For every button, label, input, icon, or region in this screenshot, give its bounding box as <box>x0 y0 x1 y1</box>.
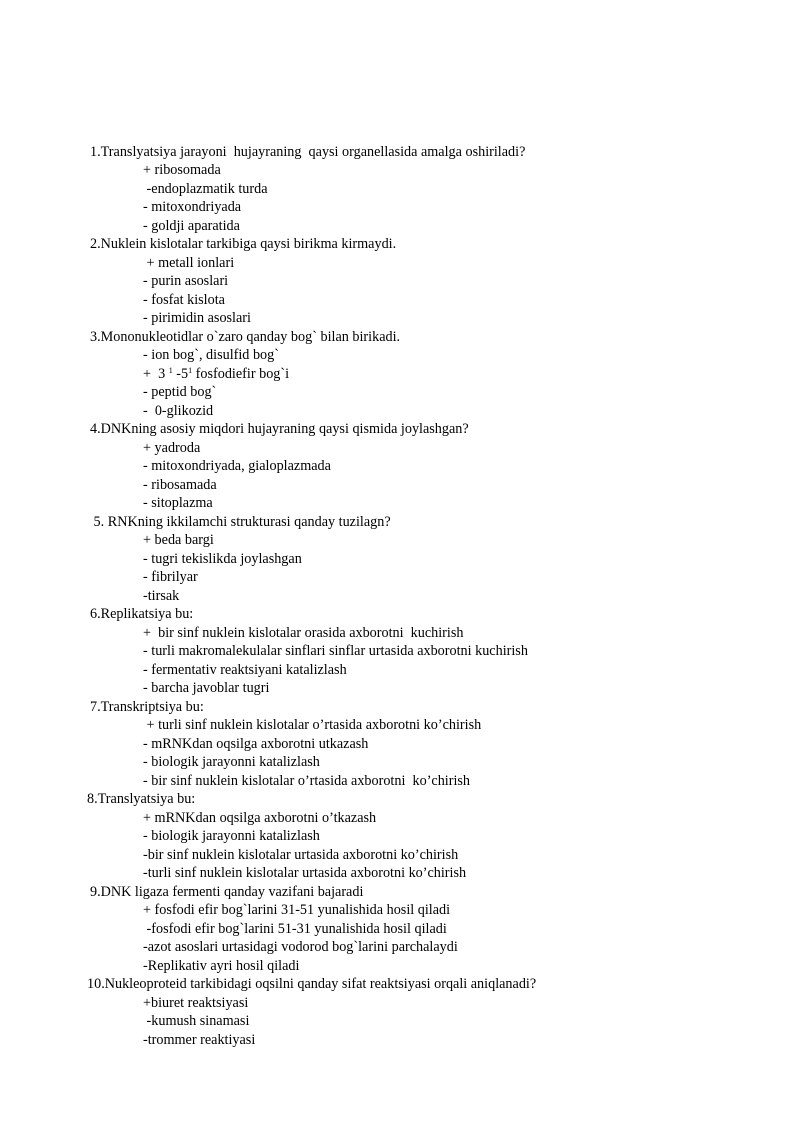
answer-option: -endoplazmatik turda <box>143 181 268 197</box>
answer-option: - turli makromalekulalar sinflari sinflar urtasida axborotni kuchirish <box>143 643 528 659</box>
answer-option: - purin asoslari <box>143 273 229 289</box>
question-4: 4.DNKning asosiy miqdori hujayraning qaysi qismida joylashgan? <box>90 421 469 437</box>
answer-option-correct <box>143 365 289 383</box>
answer-option: - ribosamada <box>143 477 217 493</box>
answer-prefix: + 3 <box>143 366 169 382</box>
answer-option: - fosfat kislota <box>143 292 225 308</box>
answer-option: -bir sinf nuklein kislotalar urtasida axborotni ko’chirish <box>143 847 459 863</box>
answer-option: - sitoplazma <box>143 495 213 511</box>
answer-option: -tirsak <box>143 588 180 604</box>
answer-option: - bir sinf nuklein kislotalar o’rtasida axborotni ko’chirish <box>143 773 471 789</box>
answer-option: + yadroda <box>143 440 201 456</box>
answer-option: +biuret reaktsiyasi <box>143 995 249 1011</box>
answer-option: - biologik jarayonni katalizlash <box>143 754 320 770</box>
answer-option: - pirimidin asoslari <box>143 310 251 326</box>
answer-option: + metall ionlari <box>143 255 235 271</box>
question-10: 10.Nukleoproteid tarkibidagi oqsilni qanday sifat reaktsiyasi orqali aniqlanadi? <box>87 976 537 992</box>
answer-option: - tugri tekislikda joylashgan <box>143 551 302 567</box>
question-9: 9.DNK ligaza fermenti qanday vazifani bajaradi <box>90 884 364 900</box>
answer-option: -Replikativ ayri hosil qiladi <box>143 958 300 974</box>
answer-option: -turli sinf nuklein kislotalar urtasida axborotni ko’chirish <box>143 865 467 881</box>
question-3: 3.Mononukleotidlar o`zaro qanday bog` bilan birikadi. <box>90 329 401 345</box>
answer-option: - 0-glikozid <box>143 403 214 419</box>
answer-option: -azot asoslari urtasidagi vodorod bog`larini parchalaydi <box>143 939 458 955</box>
question-7: 7.Transkriptsiya bu: <box>90 699 204 715</box>
question-6: 6.Replikatsiya bu: <box>90 606 194 622</box>
answer-option: -trommer reaktiyasi <box>143 1032 256 1048</box>
question-1: 1.Translyatsiya jarayoni hujayraning qaysi organellasida amalga oshiriladi? <box>90 144 526 160</box>
answer-suffix: fosfodiefir bog`i <box>192 366 290 382</box>
answer-option: + fosfodi efir bog`larini 31-51 yunalishida hosil qiladi <box>143 902 451 918</box>
answer-option: - mRNKdan oqsilga axborotni utkazash <box>143 736 369 752</box>
question-2: 2.Nuklein kislotalar tarkibiga qaysi birikma kirmaydi. <box>90 236 397 252</box>
answer-option: + ribosomada <box>143 162 221 178</box>
answer-option: - goldji aparatida <box>143 218 240 234</box>
answer-option: + turli sinf nuklein kislotalar o’rtasida axborotni ko’chirish <box>143 717 482 733</box>
answer-option: - fibrilyar <box>143 569 198 585</box>
answer-option: - mitoxondriyada <box>143 199 242 215</box>
answer-option: - fermentativ reaktsiyani katalizlash <box>143 662 347 678</box>
answer-option: + bir sinf nuklein kislotalar orasida axborotni kuchirish <box>143 625 464 641</box>
answer-option: -kumush sinamasi <box>143 1013 250 1029</box>
answer-mid: -5 <box>172 366 189 382</box>
answer-option: + beda bargi <box>143 532 214 548</box>
question-8: 8.Translyatsiya bu: <box>87 791 196 807</box>
superscript: 1 <box>188 366 193 375</box>
answer-option: -fosfodi efir bog`larini 51-31 yunalishida hosil qiladi <box>143 921 447 937</box>
answer-option: - barcha javoblar tugri <box>143 680 270 696</box>
answer-option: - ion bog`, disulfid bog` <box>143 347 279 363</box>
answer-option: - peptid bog` <box>143 384 217 400</box>
question-5: 5. RNKning ikkilamchi strukturasi qanday tuzilagn? <box>90 514 391 530</box>
answer-option: - mitoxondriyada, gialoplazmada <box>143 458 331 474</box>
answer-option: + mRNKdan oqsilga axborotni o’tkazash <box>143 810 377 826</box>
superscript: 1 <box>168 366 173 375</box>
answer-option: - biologik jarayonni katalizlash <box>143 828 320 844</box>
